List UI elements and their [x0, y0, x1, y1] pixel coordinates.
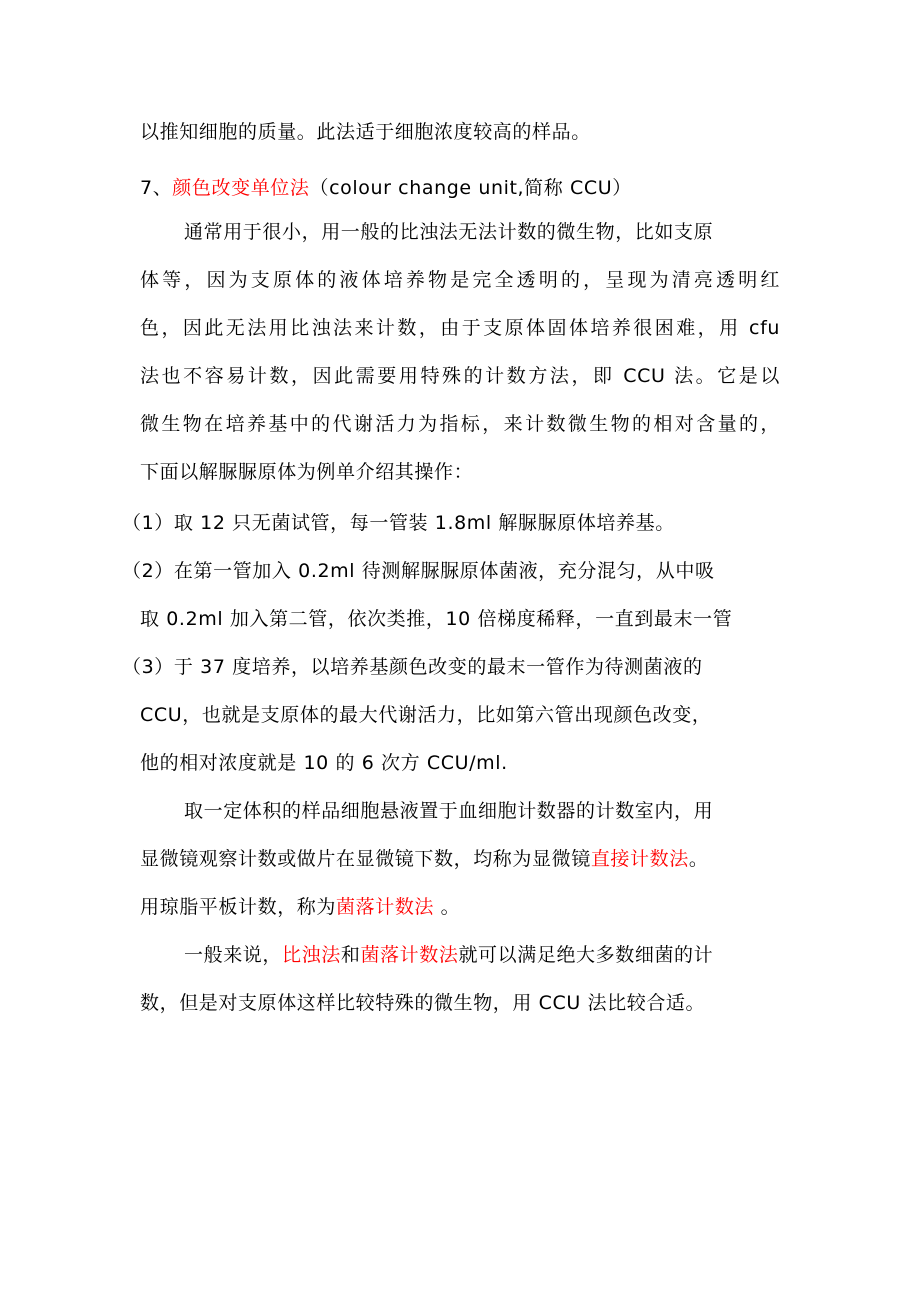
text-span: 显微镜观察计数或做片在显微镜下数，均称为显微镜: [140, 848, 591, 870]
text-span: CCU，也就是支原体的最大代谢活力，比如第六管出现颜色改变，: [140, 704, 712, 726]
term-highlight: 菌落计数法: [336, 896, 435, 918]
text-span: 和: [340, 944, 361, 966]
text-line: [140, 266, 780, 294]
section-title-rest: （colour change unit,简称 CCU）: [309, 177, 632, 199]
section-title-highlight: 颜色改变单位法: [172, 177, 310, 199]
text-span: 就可以满足绝大多数细菌的计: [458, 944, 714, 966]
text-line: [140, 893, 460, 921]
text-line: [140, 605, 732, 633]
term-highlight: 菌落计数法: [360, 944, 459, 966]
text-line: [140, 362, 780, 390]
text-line: [140, 314, 780, 342]
text-line: [184, 941, 713, 969]
text-span: 。: [434, 896, 461, 918]
section-number: 7、: [140, 177, 173, 199]
text-span: 取一定体积的样品细胞悬液置于血细胞计数器的计数室内，用: [184, 800, 714, 822]
text-span: （3）于 37 度培养，以培养基颜色改变的最末一管作为待测菌液的: [122, 656, 703, 678]
section-heading: [140, 174, 632, 202]
step-item: [122, 557, 715, 585]
term-highlight: 比浊法: [282, 944, 341, 966]
text-line: [140, 845, 708, 873]
text-span: 通常用于很小，用一般的比浊法无法计数的微生物，比如支原: [184, 221, 714, 243]
text-span: 用琼脂平板计数，称为: [140, 896, 337, 918]
text-span: 下面以解脲脲原体为例单介绍其操作：: [140, 461, 474, 483]
text-line: [140, 410, 780, 438]
text-span: 。: [688, 848, 709, 870]
text-span: 法也不容易计数，因此需要用特殊的计数方法，即 CCU 法。它是以: [140, 365, 780, 387]
text-span: （2）在第一管加入 0.2ml 待测解脲脲原体菌液，充分混匀，从中吸: [122, 560, 715, 582]
text-span: 数，但是对支原体这样比较特殊的微生物，用 CCU 法比较合适。: [140, 992, 706, 1014]
text-line: [140, 749, 508, 777]
step-item: [122, 653, 703, 681]
text-line: [140, 458, 473, 486]
text-span: 一般来说，: [184, 944, 283, 966]
text-line: [140, 989, 705, 1017]
term-highlight: 直接计数法: [590, 848, 689, 870]
text-span: 取 0.2ml 加入第二管，依次类推，10 倍梯度稀释，一直到最末一管: [140, 608, 733, 630]
text-span: 色，因此无法用比浊法来计数，由于支原体固体培养很困难，用 cfu: [140, 317, 780, 339]
text-span: 他的相对浓度就是 10 的 6 次方 CCU/ml.: [140, 752, 508, 774]
text-span: 体等，因为支原体的液体培养物是完全透明的，呈现为清亮透明红: [140, 269, 780, 291]
text-span: （1）取 12 只无菌试管，每一管装 1.8ml 解脲脲原体培养基。: [122, 512, 675, 534]
text-line: [184, 218, 713, 246]
text-line: [140, 701, 711, 729]
step-item: [122, 509, 675, 537]
text-line: [184, 797, 713, 825]
text-span: 微生物在培养基中的代谢活力为指标，来计数微生物的相对含量的，: [140, 413, 780, 435]
text-span: 以推知细胞的质量。此法适于细胞浓度较高的样品。: [140, 121, 591, 143]
text-line: [140, 118, 591, 146]
